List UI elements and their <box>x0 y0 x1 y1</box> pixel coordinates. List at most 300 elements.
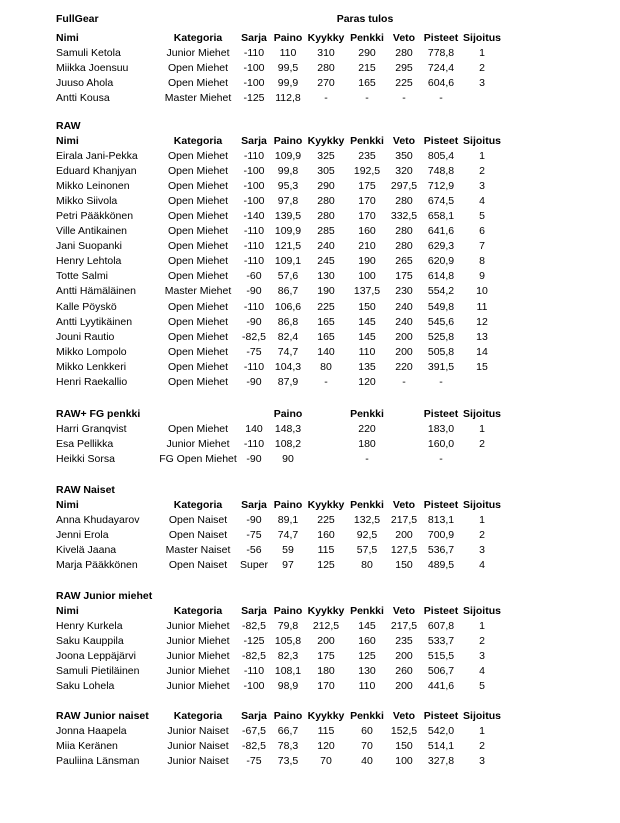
cell-nimi: Juuso Ahola <box>56 77 114 90</box>
cell-kategoria: Open Miehet <box>167 315 229 328</box>
cell-sijoitus: 2 <box>479 740 485 753</box>
cell-pisteet: 712,9 <box>427 180 455 193</box>
cell-veto: - <box>402 375 406 388</box>
cell-penkki: 192,5 <box>353 165 381 178</box>
cell-paino: 112,8 <box>275 92 301 105</box>
cell-sijoitus: 14 <box>476 345 488 358</box>
cell-pisteet: 724,4 <box>427 62 455 75</box>
cell-kyykky: 130 <box>317 270 335 283</box>
cell-kategoria: Open Miehet <box>167 375 229 388</box>
cell-veto: 150 <box>395 559 413 572</box>
cell-sarja: -82,5 <box>242 620 266 632</box>
column-header-kategoria: Kategoria <box>173 135 223 147</box>
cell-kyykky: - <box>324 375 328 388</box>
cell-penkki: - <box>365 92 369 105</box>
cell-veto: 217,5 <box>390 514 418 526</box>
cell-sarja: -110 <box>243 240 265 253</box>
cell-kyykky: 225 <box>317 514 335 526</box>
section-title: RAW Junior miehet <box>56 590 153 602</box>
cell-paino: 148,3 <box>274 423 302 435</box>
section-subtitle: Paras tulos <box>336 13 394 25</box>
cell-pisteet: 748,8 <box>427 165 455 178</box>
cell-pisteet: 545,6 <box>427 315 455 328</box>
cell-penkki: 60 <box>361 725 373 737</box>
cell-kategoria: Open Miehet <box>167 360 229 373</box>
cell-sarja: -110 <box>243 665 265 678</box>
cell-pisteet: 160,0 <box>427 438 455 451</box>
cell-sarja: -100 <box>243 77 265 90</box>
cell-sarja: -100 <box>243 680 265 693</box>
cell-pisteet: 674,5 <box>427 195 455 208</box>
cell-pisteet: 536,7 <box>427 544 455 557</box>
column-header-penkki: Penkki <box>350 499 384 511</box>
cell-paino: 109,9 <box>274 225 302 238</box>
cell-nimi: Mikko Siivola <box>56 195 118 208</box>
cell-penkki: 170 <box>358 195 376 208</box>
cell-penkki: 130 <box>358 665 376 678</box>
column-header-penkki: Penkki <box>350 32 384 44</box>
cell-pisteet: 549,8 <box>427 300 455 313</box>
cell-penkki: 290 <box>358 47 376 59</box>
cell-veto: 230 <box>395 285 413 298</box>
cell-sijoitus: 10 <box>476 285 488 298</box>
cell-paino: 82,3 <box>277 650 299 663</box>
cell-nimi: Joona Leppäjärvi <box>56 650 136 663</box>
cell-paino: 73,5 <box>277 755 299 768</box>
cell-kategoria: Open Naiset <box>168 514 228 526</box>
cell-penkki: 110 <box>358 345 376 358</box>
cell-kyykky: 175 <box>317 650 335 663</box>
column-header-paino: Paino <box>273 32 303 44</box>
cell-veto: - <box>402 92 406 105</box>
cell-sijoitus: 2 <box>479 529 485 542</box>
section-title: RAW Naiset <box>56 484 115 496</box>
cell-kategoria: Open Miehet <box>167 180 229 193</box>
column-header-sijoitus: Sijoitus <box>463 32 501 44</box>
cell-paino: 108,2 <box>274 438 302 451</box>
cell-paino: 99,9 <box>277 77 299 90</box>
cell-sijoitus: 3 <box>479 650 485 663</box>
cell-veto: 280 <box>395 225 413 238</box>
cell-paino: 89,1 <box>277 514 299 526</box>
column-header-paino: Paino <box>273 135 303 147</box>
cell-paino: 57,6 <box>277 270 299 283</box>
cell-sarja: -82,5 <box>242 330 266 343</box>
column-header-sarja: Sarja <box>241 499 267 511</box>
cell-nimi: Saku Kauppila <box>56 635 124 648</box>
column-header-pisteet: Pisteet <box>423 710 459 722</box>
cell-penkki: 220 <box>358 423 376 435</box>
cell-veto: 150 <box>395 740 413 753</box>
cell-nimi: Henry Kurkela <box>56 620 123 632</box>
column-header-veto: Veto <box>392 710 416 722</box>
cell-penkki: 125 <box>358 650 376 663</box>
cell-nimi: Esa Pellikka <box>56 438 114 451</box>
cell-veto: 100 <box>395 755 413 768</box>
cell-kyykky: 325 <box>317 150 335 162</box>
cell-pisteet: 778,8 <box>427 47 455 59</box>
cell-penkki: 145 <box>358 330 376 343</box>
cell-paino: 86,8 <box>277 315 299 328</box>
cell-nimi: Jenni Erola <box>56 529 109 542</box>
cell-kyykky: 270 <box>317 77 335 90</box>
cell-kyykky: 200 <box>317 635 335 648</box>
cell-paino: 139,5 <box>274 210 302 223</box>
cell-veto: 295 <box>395 62 413 75</box>
cell-sarja: -75 <box>246 755 262 768</box>
cell-kyykky: 225 <box>317 300 335 313</box>
cell-veto: 260 <box>395 665 413 678</box>
cell-sarja: -125 <box>243 92 265 105</box>
column-header-paino: Paino <box>273 408 303 420</box>
cell-nimi: Miia Keränen <box>56 740 118 753</box>
cell-nimi: Ville Antikainen <box>56 225 128 238</box>
cell-kategoria: Open Miehet <box>167 210 229 223</box>
column-header-pisteet: Pisteet <box>423 32 459 44</box>
column-header-penkki: Penkki <box>350 710 384 722</box>
cell-kyykky: 285 <box>317 225 335 238</box>
cell-sarja: -90 <box>246 375 262 388</box>
cell-pisteet: - <box>439 92 443 105</box>
cell-nimi: Pauliina Länsman <box>56 755 140 768</box>
cell-nimi: Samuli Pietiläinen <box>56 665 140 678</box>
cell-kategoria: Open Miehet <box>167 225 229 238</box>
cell-penkki: 160 <box>358 635 376 648</box>
cell-sarja: -90 <box>246 453 262 466</box>
cell-paino: 110 <box>279 47 297 59</box>
cell-sarja: -60 <box>246 270 262 283</box>
column-header-sijoitus: Sijoitus <box>463 135 501 147</box>
column-header-nimi: Nimi <box>56 499 79 511</box>
cell-penkki: 210 <box>358 240 376 253</box>
cell-kyykky: 240 <box>317 240 335 253</box>
cell-pisteet: 515,5 <box>427 650 455 663</box>
cell-pisteet: 505,8 <box>427 345 455 358</box>
cell-kategoria: Open Miehet <box>167 255 229 268</box>
cell-penkki: - <box>365 453 369 466</box>
cell-sarja: -100 <box>243 195 265 208</box>
cell-pisteet: - <box>439 375 443 388</box>
cell-kyykky: 165 <box>317 330 335 343</box>
cell-penkki: 110 <box>358 680 376 693</box>
cell-kyykky: 125 <box>317 559 335 572</box>
cell-paino: 97 <box>282 559 294 572</box>
cell-paino: 97,8 <box>277 195 299 208</box>
cell-kategoria: Junior Miehet <box>166 635 230 648</box>
cell-sijoitus: 1 <box>479 47 485 59</box>
cell-sarja: -110 <box>243 300 265 313</box>
cell-kategoria: Master Miehet <box>164 92 232 105</box>
cell-penkki: 135 <box>358 360 376 373</box>
cell-kyykky: 170 <box>317 680 335 693</box>
cell-penkki: 70 <box>361 740 373 753</box>
column-header-veto: Veto <box>392 135 416 147</box>
cell-nimi: Henry Lehtola <box>56 255 122 268</box>
cell-sijoitus: 3 <box>479 180 485 193</box>
cell-sarja: -100 <box>243 180 265 193</box>
cell-pisteet: 641,6 <box>427 225 455 238</box>
cell-sijoitus: 13 <box>476 330 488 343</box>
cell-sijoitus: 3 <box>479 77 485 90</box>
cell-sarja: -56 <box>246 544 262 557</box>
cell-penkki: 145 <box>358 315 376 328</box>
cell-pisteet: 525,8 <box>427 330 455 343</box>
column-header-sijoitus: Sijoitus <box>463 605 501 617</box>
cell-sijoitus: 2 <box>479 62 485 75</box>
cell-sijoitus: 5 <box>479 680 485 693</box>
column-header-pisteet: Pisteet <box>423 408 459 420</box>
cell-penkki: 215 <box>358 62 376 75</box>
cell-kyykky: 120 <box>317 740 335 753</box>
column-header-paino: Paino <box>273 499 303 511</box>
cell-kyykky: 115 <box>317 725 335 737</box>
cell-kategoria: Open Miehet <box>167 62 229 75</box>
cell-pisteet: 489,5 <box>427 559 455 572</box>
cell-veto: 240 <box>395 300 413 313</box>
cell-veto: 200 <box>395 680 413 693</box>
cell-veto: 320 <box>395 165 413 178</box>
cell-pisteet: 620,9 <box>427 255 455 268</box>
cell-nimi: Antti Lyytikäinen <box>56 315 133 328</box>
cell-penkki: 170 <box>358 210 376 223</box>
cell-kyykky: 280 <box>317 195 335 208</box>
cell-penkki: 40 <box>361 755 373 768</box>
cell-kyykky: 245 <box>317 255 335 268</box>
cell-paino: 99,5 <box>277 62 299 75</box>
cell-paino: 99,8 <box>277 165 299 178</box>
column-header-penkki: Penkki <box>350 408 384 420</box>
cell-kategoria: Junior Miehet <box>166 665 230 678</box>
cell-kategoria: Open Miehet <box>167 330 229 343</box>
cell-veto: 127,5 <box>390 544 418 557</box>
cell-pisteet: 607,8 <box>427 620 455 632</box>
cell-sarja: -110 <box>243 150 265 162</box>
cell-veto: 265 <box>395 255 413 268</box>
cell-veto: 240 <box>395 315 413 328</box>
cell-sarja: -110 <box>243 47 265 59</box>
cell-veto: 200 <box>395 330 413 343</box>
cell-veto: 175 <box>395 270 413 283</box>
cell-kategoria: Open Naiset <box>168 529 228 542</box>
cell-sarja: -82,5 <box>242 650 266 663</box>
cell-sarja: -90 <box>246 514 262 526</box>
cell-kategoria: Junior Miehet <box>166 680 230 693</box>
cell-kategoria: Open Miehet <box>167 195 229 208</box>
column-header-kategoria: Kategoria <box>173 499 223 511</box>
column-header-kyykky: Kyykky <box>307 135 345 147</box>
cell-nimi: Eduard Khanjyan <box>56 165 137 178</box>
cell-veto: 200 <box>395 345 413 358</box>
cell-nimi: Mikko Leinonen <box>56 180 130 193</box>
column-header-sarja: Sarja <box>241 710 267 722</box>
cell-veto: 350 <box>395 150 413 162</box>
cell-pisteet: 391,5 <box>427 360 455 373</box>
cell-nimi: Kalle Pöyskö <box>56 300 117 313</box>
cell-veto: 280 <box>395 195 413 208</box>
cell-veto: 200 <box>395 650 413 663</box>
section-title: FullGear <box>56 13 99 25</box>
cell-sarja: -100 <box>243 62 265 75</box>
cell-nimi: Totte Salmi <box>56 270 108 283</box>
cell-penkki: 180 <box>358 438 376 451</box>
cell-sijoitus: 1 <box>479 514 485 526</box>
cell-sarja: -75 <box>246 345 262 358</box>
column-header-veto: Veto <box>392 605 416 617</box>
cell-sijoitus: 8 <box>479 255 485 268</box>
cell-sijoitus: 7 <box>479 240 485 253</box>
cell-kyykky: 212,5 <box>312 620 340 632</box>
cell-nimi: Jani Suopanki <box>56 240 122 253</box>
cell-sarja: -110 <box>243 255 265 268</box>
cell-veto: 225 <box>395 77 413 90</box>
cell-veto: 200 <box>395 529 413 542</box>
cell-sarja: -100 <box>243 165 265 178</box>
cell-kategoria: Open Miehet <box>167 345 229 358</box>
cell-nimi: Jouni Rautio <box>56 330 115 343</box>
cell-penkki: 137,5 <box>353 285 381 298</box>
column-header-kyykky: Kyykky <box>307 32 345 44</box>
cell-paino: 87,9 <box>277 375 299 388</box>
cell-paino: 79,8 <box>277 620 299 632</box>
column-header-pisteet: Pisteet <box>423 135 459 147</box>
cell-paino: 78,3 <box>277 740 299 753</box>
cell-kategoria: Open Miehet <box>167 165 229 178</box>
cell-sijoitus: 1 <box>479 725 485 737</box>
cell-kategoria: Master Naiset <box>165 544 231 557</box>
cell-penkki: 100 <box>358 270 376 283</box>
cell-nimi: Eirala Jani-Pekka <box>56 150 138 162</box>
cell-kategoria: Open Miehet <box>167 423 229 435</box>
cell-nimi: Anna Khudayarov <box>56 514 140 526</box>
cell-veto: 280 <box>395 47 413 59</box>
cell-nimi: Petri Pääkkönen <box>56 210 134 223</box>
cell-pisteet: 813,1 <box>427 514 455 526</box>
cell-penkki: 175 <box>358 180 376 193</box>
cell-kategoria: Junior Miehet <box>166 47 230 59</box>
cell-kyykky: 180 <box>317 665 335 678</box>
cell-penkki: 132,5 <box>353 514 381 526</box>
column-header-sarja: Sarja <box>241 605 267 617</box>
column-header-kategoria: Kategoria <box>173 710 223 722</box>
cell-sijoitus: 1 <box>479 150 485 162</box>
column-header-veto: Veto <box>392 32 416 44</box>
cell-pisteet: 533,7 <box>427 635 455 648</box>
cell-kategoria: Open Miehet <box>167 270 229 283</box>
cell-kategoria: Open Miehet <box>167 150 229 162</box>
cell-kategoria: Open Miehet <box>167 77 229 90</box>
cell-pisteet: 629,3 <box>427 240 455 253</box>
cell-kategoria: FG Open Miehet <box>159 453 237 466</box>
cell-pisteet: - <box>439 453 443 466</box>
cell-paino: 74,7 <box>277 529 299 542</box>
cell-penkki: 165 <box>358 77 376 90</box>
cell-sijoitus: 2 <box>479 165 485 178</box>
cell-pisteet: 658,1 <box>427 210 455 223</box>
column-header-sarja: Sarja <box>241 32 267 44</box>
cell-pisteet: 805,4 <box>427 150 455 162</box>
cell-kategoria: Junior Miehet <box>166 620 230 632</box>
cell-paino: 95,3 <box>277 180 299 193</box>
cell-sarja: Super <box>239 559 269 572</box>
cell-kyykky: 160 <box>317 529 335 542</box>
cell-paino: 59 <box>282 544 294 557</box>
cell-paino: 106,6 <box>274 300 302 313</box>
column-header-paino: Paino <box>273 710 303 722</box>
column-header-kategoria: Kategoria <box>173 605 223 617</box>
cell-nimi: Kivelä Jaana <box>56 544 117 557</box>
cell-kategoria: Junior Naiset <box>167 740 229 753</box>
cell-penkki: 190 <box>358 255 376 268</box>
cell-sarja: -110 <box>243 225 265 238</box>
cell-kyykky: 165 <box>317 315 335 328</box>
cell-veto: 235 <box>395 635 413 648</box>
cell-sijoitus: 3 <box>479 755 485 768</box>
cell-sijoitus: 4 <box>479 559 485 572</box>
cell-sarja: -67,5 <box>242 725 266 737</box>
cell-penkki: 235 <box>358 150 376 162</box>
cell-nimi: Samuli Ketola <box>56 47 121 59</box>
column-header-pisteet: Pisteet <box>423 605 459 617</box>
column-header-pisteet: Pisteet <box>423 499 459 511</box>
cell-penkki: 80 <box>361 559 373 572</box>
cell-nimi: Mikko Lompolo <box>56 345 127 358</box>
cell-sarja: -110 <box>243 438 265 451</box>
cell-pisteet: 614,8 <box>427 270 455 283</box>
cell-sarja: 140 <box>245 423 263 435</box>
section-title: RAW+ FG penkki <box>56 408 141 420</box>
cell-penkki: 92,5 <box>356 529 378 542</box>
cell-sijoitus: 4 <box>479 195 485 208</box>
cell-kyykky: 70 <box>320 755 332 768</box>
cell-penkki: 120 <box>358 375 376 388</box>
column-header-sijoitus: Sijoitus <box>463 710 501 722</box>
cell-sarja: -75 <box>246 529 262 542</box>
cell-sijoitus: 12 <box>476 315 488 328</box>
cell-veto: 220 <box>395 360 413 373</box>
cell-paino: 108,1 <box>274 665 302 678</box>
column-header-nimi: Nimi <box>56 605 79 617</box>
column-header-veto: Veto <box>392 499 416 511</box>
column-header-kyykky: Kyykky <box>307 605 345 617</box>
cell-sarja: -125 <box>243 635 265 648</box>
cell-paino: 121,5 <box>274 240 302 253</box>
cell-veto: 217,5 <box>390 620 418 632</box>
cell-kyykky: 280 <box>317 62 335 75</box>
column-header-nimi: Nimi <box>56 135 79 147</box>
cell-sijoitus: 4 <box>479 665 485 678</box>
cell-kyykky: 290 <box>317 180 335 193</box>
cell-nimi: Heikki Sorsa <box>56 453 115 466</box>
cell-nimi: Jonna Haapela <box>56 725 127 737</box>
cell-nimi: Henri Raekallio <box>56 375 128 388</box>
cell-veto: 152,5 <box>390 725 418 737</box>
cell-sijoitus: 11 <box>476 300 488 313</box>
cell-pisteet: 506,7 <box>427 665 455 678</box>
cell-kategoria: Junior Naiset <box>167 725 229 737</box>
cell-nimi: Mikko Lenkkeri <box>56 360 127 373</box>
cell-sijoitus: 1 <box>479 423 485 435</box>
cell-penkki: 145 <box>358 620 376 632</box>
cell-pisteet: 554,2 <box>427 285 455 298</box>
column-header-sijoitus: Sijoitus <box>463 408 501 420</box>
cell-sijoitus: 3 <box>479 544 485 557</box>
cell-pisteet: 441,6 <box>427 680 455 693</box>
column-header-sarja: Sarja <box>241 135 267 147</box>
cell-paino: 109,1 <box>274 255 302 268</box>
cell-nimi: Marja Pääkkönen <box>56 559 138 572</box>
cell-kyykky: 310 <box>317 47 335 59</box>
column-header-sijoitus: Sijoitus <box>463 499 501 511</box>
